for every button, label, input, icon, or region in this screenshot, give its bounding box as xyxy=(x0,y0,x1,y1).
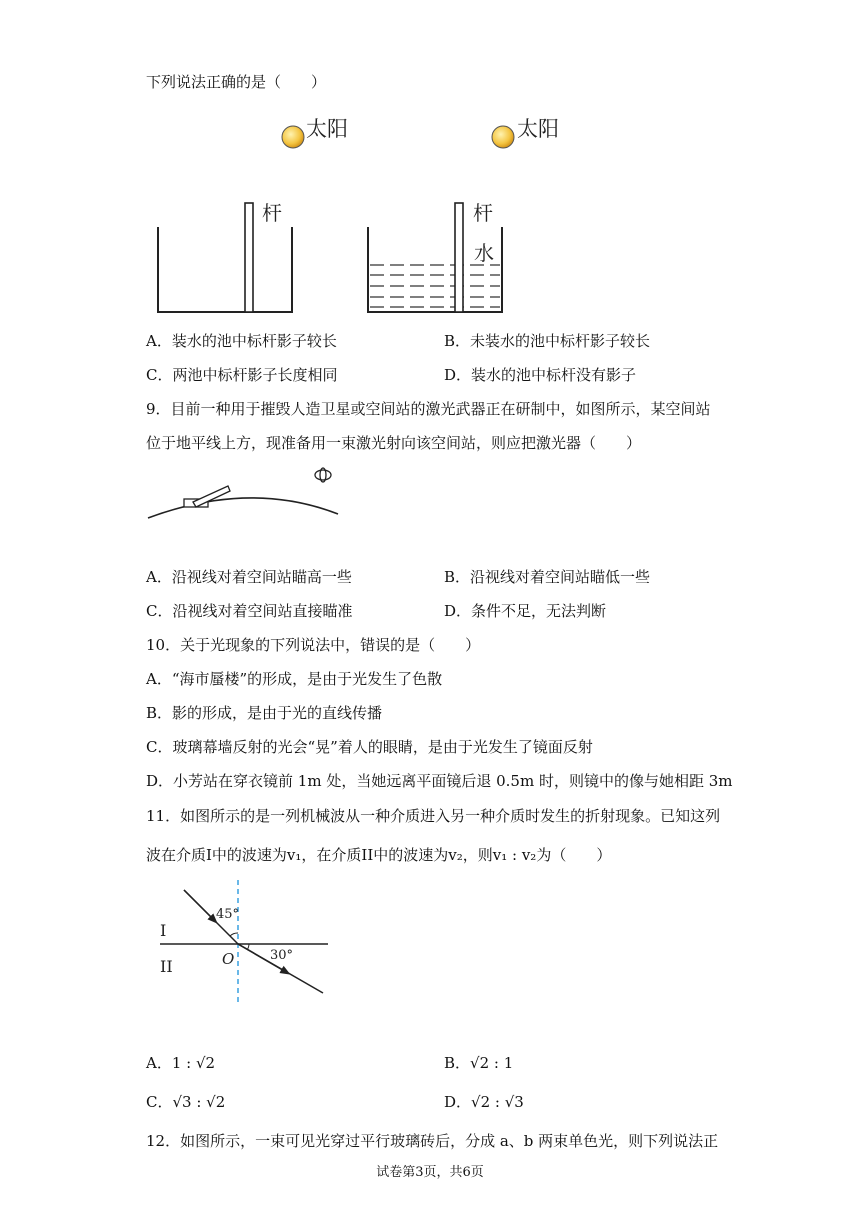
q8-option-b: B．未装水的池中标杆影子较长 xyxy=(444,332,651,350)
q11-option-d: D．√2 : √3 xyxy=(444,1093,524,1111)
pole-right xyxy=(455,203,463,312)
space-station-icon xyxy=(315,468,331,482)
sun-icon xyxy=(282,126,304,148)
pole-label-left: 杆 xyxy=(262,201,282,225)
page-footer: 试卷第3页，共6页 xyxy=(376,1165,484,1180)
q9-stem-line2: 位于地平线上方，现准备用一束激光射向该空间站，则应把激光器（ ） xyxy=(146,434,642,452)
q10-option-b: B．影的形成，是由于光的直线传播 xyxy=(146,704,383,722)
medium-1-label: I xyxy=(160,921,167,940)
laser-device xyxy=(184,486,230,507)
water-label: 水 xyxy=(474,241,494,265)
q11-figure xyxy=(148,876,348,1006)
q9-option-d: D．条件不足，无法判断 xyxy=(444,602,607,620)
q8-figure xyxy=(0,100,860,420)
empty-pool xyxy=(158,201,292,312)
pole-left xyxy=(245,203,253,312)
q11-option-c: C．√3 : √2 xyxy=(146,1093,226,1111)
sun-icon xyxy=(492,126,514,148)
sun-label-right: 太阳 xyxy=(517,117,559,141)
q10-option-d: D．小芳站在穿衣镜前 1m 处，当她远离平面镜后退 0.5m 时，则镜中的像与她相距 3m xyxy=(146,772,733,790)
q10-option-c: C．玻璃幕墙反射的光会“晃”着人的眼睛，是由于光发生了镜面反射 xyxy=(146,738,593,756)
q10-option-a: A．“海市蜃楼”的形成，是由于光发生了色散 xyxy=(146,670,443,688)
angle-refracted-label: 30° xyxy=(270,948,294,963)
sun-label-left: 太阳 xyxy=(306,117,348,141)
q11-stem-line1: 11．如图所示的是一列机械波从一种介质进入另一种介质时发生的折射现象。已知这列 xyxy=(146,807,721,825)
q9-option-a: A．沿视线对着空间站瞄高一些 xyxy=(146,568,352,586)
q9-option-b: B．沿视线对着空间站瞄低一些 xyxy=(444,568,651,586)
earth-horizon xyxy=(148,498,338,518)
q8-option-c: C．两池中标杆影子长度相同 xyxy=(146,366,338,384)
medium-2-label: II xyxy=(160,957,173,976)
q12-stem-line1: 12．如图所示，一束可见光穿过平行玻璃砖后，分成 a、b 两束单色光，则下列说法正 xyxy=(146,1132,719,1150)
q11-option-b: B．√2 : 1 xyxy=(444,1054,514,1072)
q9-option-c: C．沿视线对着空间站直接瞄准 xyxy=(146,602,353,620)
origin-label: O xyxy=(222,950,235,968)
q11-option-a: A．1 : √2 xyxy=(146,1054,216,1072)
q8-option-d: D．装水的池中标杆没有影子 xyxy=(444,366,637,384)
q8-option-a: A．装水的池中标杆影子较长 xyxy=(146,332,337,350)
q10-stem: 10．关于光现象的下列说法中，错误的是（ ） xyxy=(146,636,481,654)
q9-figure xyxy=(140,458,400,538)
q8-stem: 下列说法正确的是（ ） xyxy=(146,73,327,91)
water-pool xyxy=(368,201,502,312)
angle-incident-label: 45° xyxy=(216,907,240,922)
q11-stem-line2: 波在介质I中的波速为v₁，在介质II中的波速为v₂，则v₁ : v₂为（ ） xyxy=(146,846,612,864)
pole-label-right: 杆 xyxy=(473,201,493,225)
q9-stem-line1: 9．目前一种用于摧毁人造卫星或空间站的激光武器正在研制中，如图所示，某空间站 xyxy=(146,400,711,418)
